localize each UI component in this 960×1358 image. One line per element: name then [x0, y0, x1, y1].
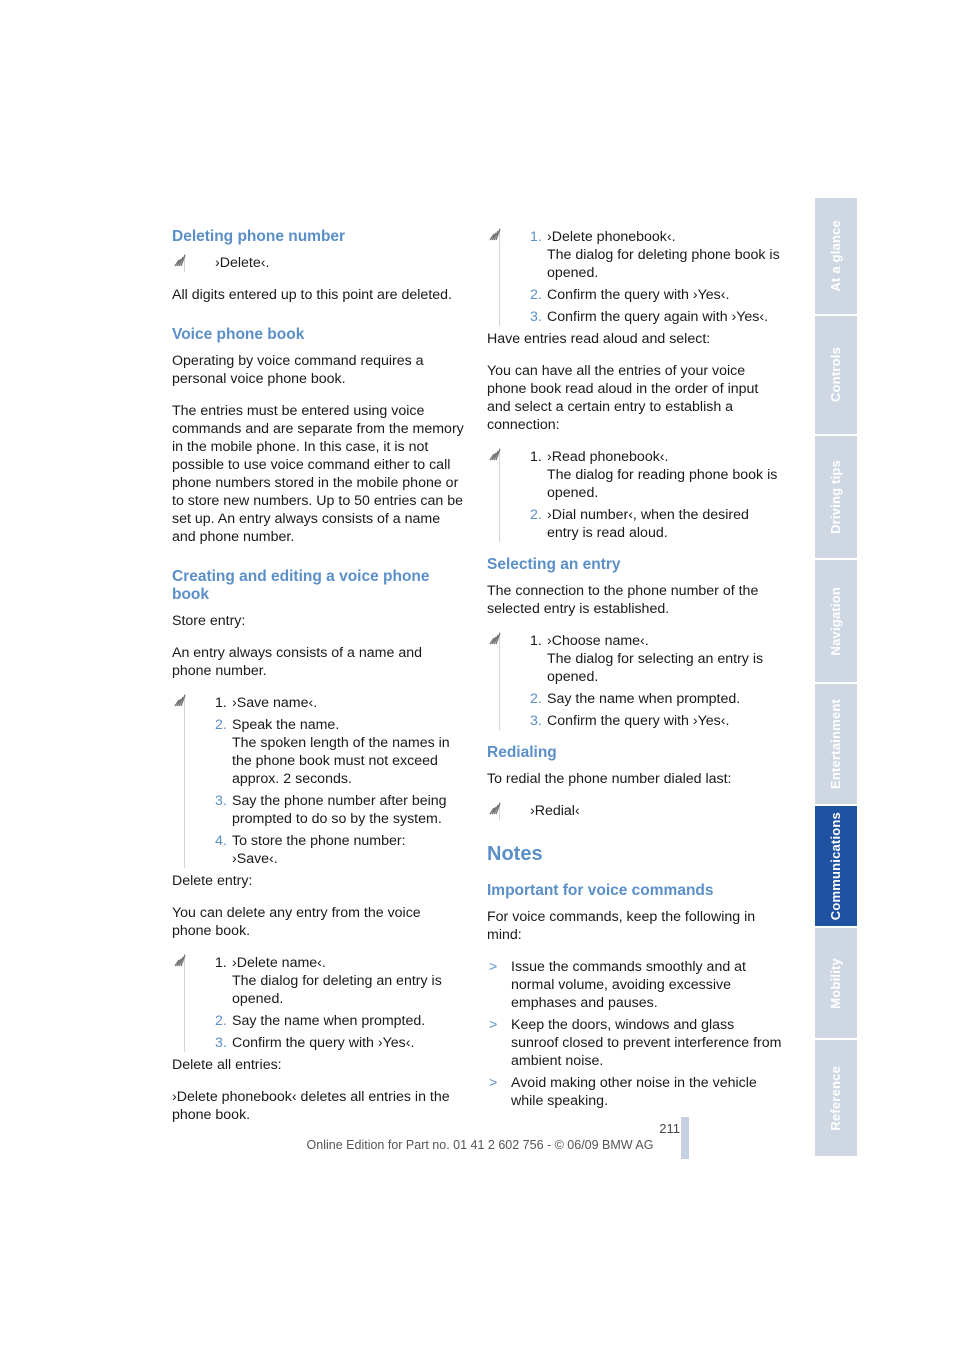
- text-delete-entry: Delete entry:: [172, 873, 253, 889]
- text-entry-consists: An entry always consists of a name and phone number.: [172, 645, 422, 679]
- tab-entertainment[interactable]: Entertainment: [815, 684, 857, 806]
- tab-communications[interactable]: Communications: [815, 806, 857, 928]
- heading-deleting-phone-number: Deleting phone number: [172, 228, 346, 245]
- voice-command-redial: ›Redial‹: [499, 802, 782, 820]
- chapter-tabs: [815, 198, 857, 1158]
- tab-navigation[interactable]: Navigation: [815, 560, 857, 684]
- heading-redialing: Redialing: [487, 744, 557, 761]
- voice-command-icon: [488, 228, 502, 242]
- list-item: 2. Say the name when prompted.: [530, 691, 741, 707]
- voice-command-icon: [488, 448, 502, 462]
- voice-command-icon: [488, 632, 502, 646]
- list-item: 3. Confirm the query with ›Yes‹.: [215, 1035, 415, 1051]
- list-item: > Issue the commands smoothly and at normal volume, avoiding excessive emphases and pauses.: [489, 959, 747, 1011]
- arrow-bullet-icon: >: [489, 959, 498, 975]
- heading-voice-phone-book: Voice phone book: [172, 326, 305, 343]
- tab-reference[interactable]: Reference: [815, 1040, 857, 1158]
- list-item: 3. Say the phone number after being prompted to do so by the system.: [215, 793, 447, 827]
- list-item: > Avoid making other noise in the vehicle while speaking.: [489, 1075, 757, 1109]
- list-item: 1. ›Read phonebook‹. The dialog for reading phone book is opened.: [530, 449, 778, 501]
- voice-command-icon: [173, 694, 187, 708]
- tab-mobility[interactable]: Mobility: [815, 928, 857, 1040]
- list-item: 2. Confirm the query with ›Yes‹.: [530, 287, 730, 303]
- delete-entry-steps: [184, 954, 464, 1052]
- text-redial: To redial the phone number dialed last:: [487, 771, 732, 787]
- right-column: [487, 228, 782, 1114]
- tab-at-a-glance[interactable]: At a glance: [815, 198, 857, 316]
- list-item: 2. Speak the name. The spoken length of the names in the phone book must not exceed approx. 2 seconds.: [215, 717, 450, 787]
- arrow-bullet-icon: >: [489, 1017, 498, 1033]
- left-column: [172, 228, 464, 1128]
- text-selecting: The connection to the phone number of the selected entry is established.: [487, 583, 759, 617]
- delete-phonebook-steps: [499, 228, 782, 326]
- list-item: 4. To store the phone number: ›Save‹.: [215, 833, 406, 867]
- list-item: 3. Confirm the query with ›Yes‹.: [530, 713, 730, 729]
- heading-important-voice-commands: Important for voice commands: [487, 882, 714, 899]
- text-read-aloud: You can have all the entries of your voice phone book read aloud in the order of input and select a certain entry to establish a connection:: [487, 363, 759, 433]
- store-entry-steps: [184, 694, 464, 868]
- list-item: 1. ›Save name‹.: [215, 695, 318, 711]
- text-digits-deleted: All digits entered up to this point are deleted.: [172, 287, 452, 303]
- text-delete-phonebook: ›Delete phonebook‹ deletes all entries in the phone book.: [172, 1089, 450, 1123]
- heading-creating-voice-phone-book: Creating and editing a voice phone book: [172, 568, 430, 603]
- text-keep-in-mind: For voice commands, keep the following in mind:: [487, 909, 756, 943]
- list-item: 1. ›Choose name‹. The dialog for selecting an entry is opened.: [530, 633, 764, 685]
- list-item: > Keep the doors, windows and glass sunroof closed to prevent interference from ambient noise.: [489, 1017, 782, 1069]
- heading-selecting-entry: Selecting an entry: [487, 556, 621, 573]
- voice-command-icon: [488, 802, 502, 816]
- voice-command-delete: ›Delete‹.: [184, 254, 464, 272]
- arrow-bullet-icon: >: [489, 1075, 498, 1091]
- tab-driving-tips[interactable]: Driving tips: [815, 436, 857, 560]
- text-requires: Operating by voice command requires a personal voice phone book.: [172, 353, 424, 387]
- select-entry-steps: [499, 632, 782, 730]
- text-delete-any: You can delete any entry from the voice phone book.: [172, 905, 421, 939]
- tab-controls[interactable]: Controls: [815, 316, 857, 436]
- text-entries: The entries must be entered using voice commands and are separate from the memory in the mobile phone. In this case, it is not possible to use voice command either to call phone numbers stored in the mobile phone or to store new numbers. Up to 50 entries can be set up. An entry always consists of a name and phone number.: [172, 403, 464, 545]
- list-item: 3. Confirm the query again with ›Yes‹.: [530, 309, 769, 325]
- list-item: 2. Say the name when prompted.: [215, 1013, 426, 1029]
- text-read-aloud-title: Have entries read aloud and select:: [487, 331, 711, 347]
- voice-command-icon: [173, 954, 187, 968]
- page-number: 211: [659, 1121, 680, 1136]
- voice-command-icon: [173, 254, 187, 268]
- text-store-entry: Store entry:: [172, 613, 246, 629]
- text-delete-all: Delete all entries:: [172, 1057, 282, 1073]
- read-phonebook-steps: [499, 448, 782, 542]
- list-item: 2. ›Dial number‹, when the desired entry is read aloud.: [530, 507, 749, 541]
- heading-notes: Notes: [487, 843, 543, 865]
- list-item: 1. ›Delete name‹. The dialog for deleting an entry is opened.: [215, 955, 442, 1007]
- list-item: 1. ›Delete phonebook‹. The dialog for deleting phone book is opened.: [530, 229, 780, 281]
- notes-list: [487, 958, 782, 1110]
- footer-edition-text: Online Edition for Part no. 01 41 2 602 756 - © 06/09 BMW AG: [306, 1138, 654, 1152]
